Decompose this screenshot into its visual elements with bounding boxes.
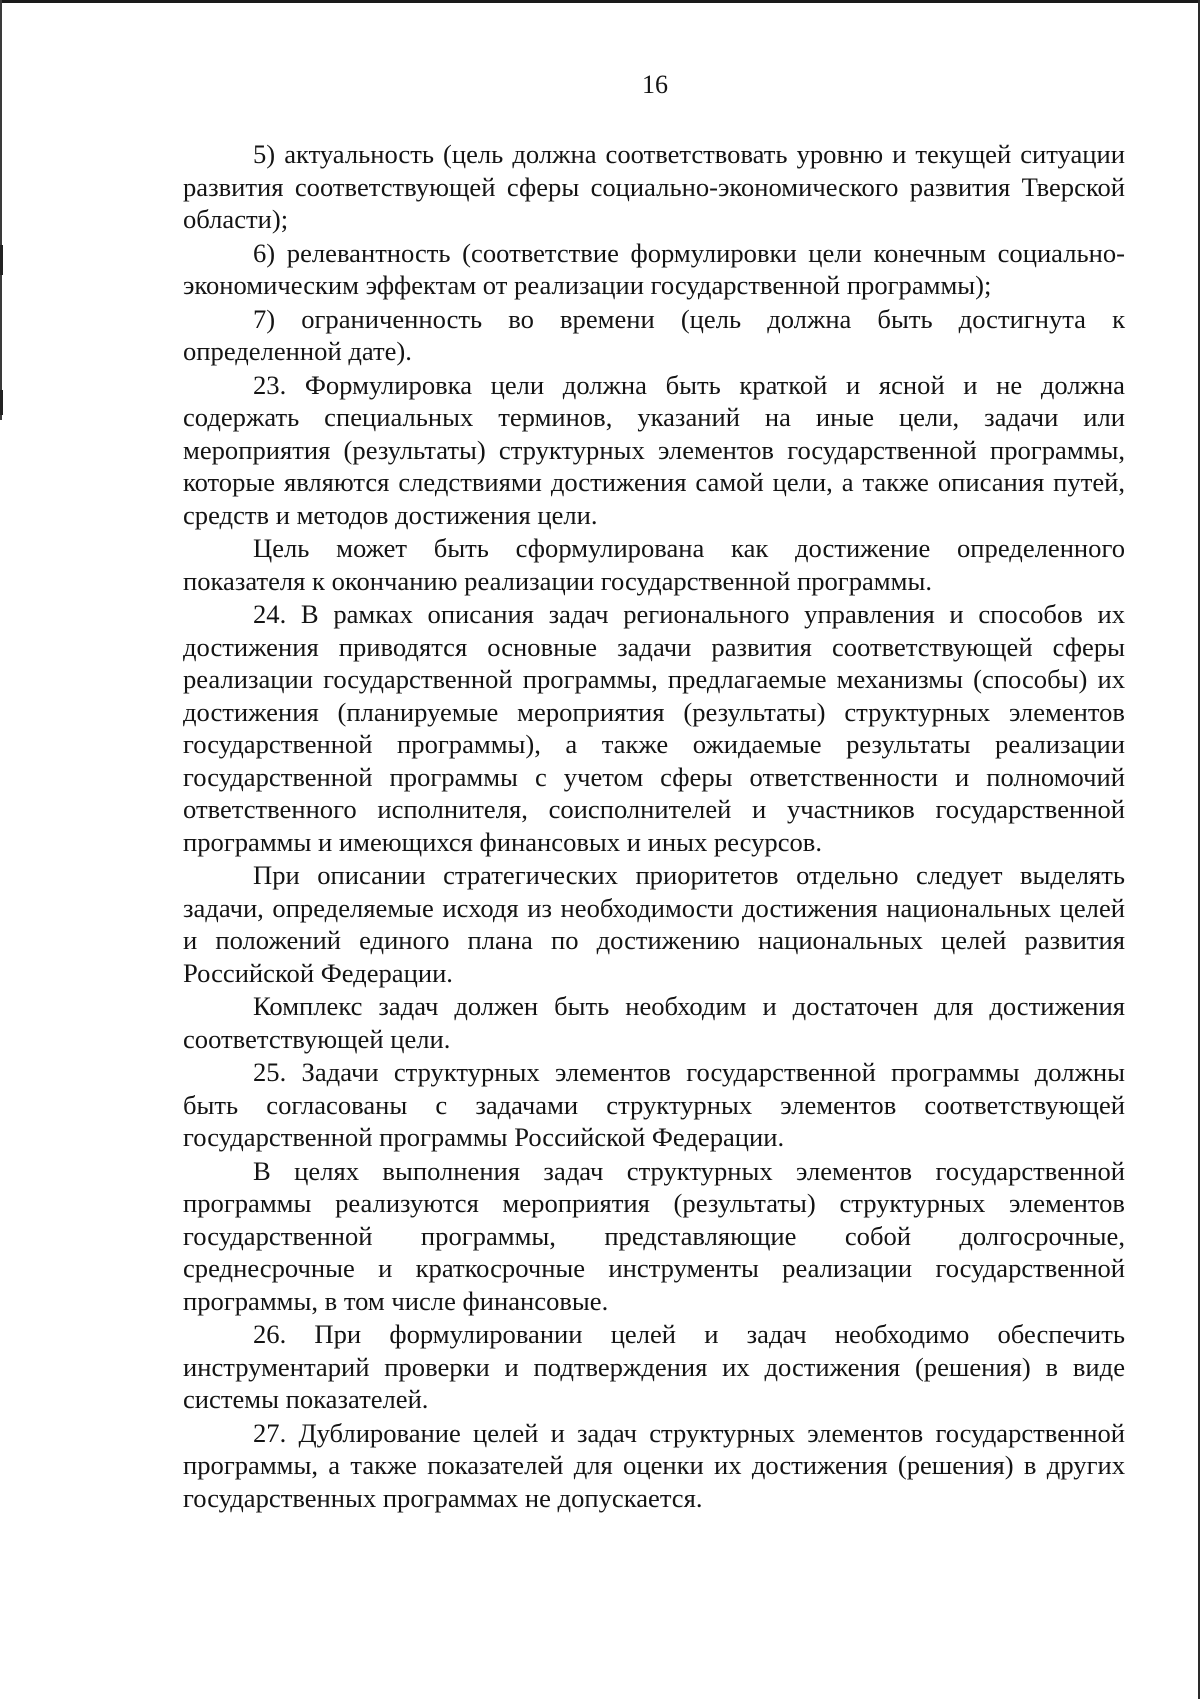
document-body: [183, 138, 1125, 1515]
paragraph-task-complex: Комплекс задач должен быть необходим и достаточен для достижения соответствующей цели.: [183, 991, 1125, 1054]
scan-mark: [0, 390, 3, 415]
scan-border-top: [0, 0, 1200, 3]
paragraph-clause-24: 24. В рамках описания задач регионального управления и способов их достижения приводятся основные задачи развития соответствующей сферы реализации государственной программы, предлагаемые механизмы (способы) их достижения (планируемые мероприятия (результаты) структурных элементов государственной программы), а также ожидаемые результаты реализации государственной программы с учетом сферы ответственности и полномочий ответственного исполнителя, соисполнителей и участников государственной программы и имеющихся финансовых и иных ресурсов.: [183, 599, 1125, 857]
paragraph-goal-indicator: Цель может быть сформулирована как достижение определенного показателя к окончанию реализации государственной программы.: [183, 533, 1125, 596]
scan-mark: [0, 245, 3, 275]
paragraph-item-5: 5) актуальность (цель должна соответствовать уровню и текущей ситуации развития соответствующей сферы социально-экономического развития Тверской области);: [183, 139, 1125, 234]
scan-border-left: [0, 0, 2, 420]
paragraph-task-implementation: В целях выполнения задач структурных элементов государственной программы реализуются мероприятия (результаты) структурных элементов государственной программы, представляющие собой долгосрочные, среднесрочные и краткосрочные инструменты реализации государственной программы, в том числе финансовые.: [183, 1155, 1125, 1316]
paragraph-clause-27: 27. Дублирование целей и задач структурных элементов государственной программы, а также показателей для оценки их достижения (решения) в других государственных программах не допускается.: [183, 1417, 1125, 1513]
paragraph-item-7: 7) ограниченность во времени (цель должна быть достигнута к определенной дате).: [183, 303, 1125, 366]
paragraph-clause-23: 23. Формулировка цели должна быть краткой и ясной и не должна содержать специальных терминов, указаний на иные цели, задачи или мероприятия (результаты) структурных элементов государственной программы, которые являются следствиями достижения самой цели, а также описания путей, средств и методов достижения цели.: [183, 369, 1125, 530]
paragraph-clause-25: 25. Задачи структурных элементов государственной программы должны быть согласованы с задачами структурных элементов соответствующей государственной программы Российской Федерации.: [183, 1057, 1125, 1152]
paragraph-strategic-priorities: При описании стратегических приоритетов отдельно следует выделять задачи, определяемые исходя из необходимости достижения национальных целей и положений единого плана по достижению национальных целей развития Российской Федерации.: [183, 860, 1125, 988]
page-number: 16: [642, 70, 668, 99]
paragraph-clause-26: 26. При формулировании целей и задач необходимо обеспечить инструментарий проверки и подтверждения их достижения (решения) в виде системы показателей.: [183, 1319, 1125, 1414]
paragraph-item-6: 6) релевантность (соответствие формулировки цели конечным социально-экономическим эффектам от реализации государственной программы);: [183, 237, 1125, 300]
